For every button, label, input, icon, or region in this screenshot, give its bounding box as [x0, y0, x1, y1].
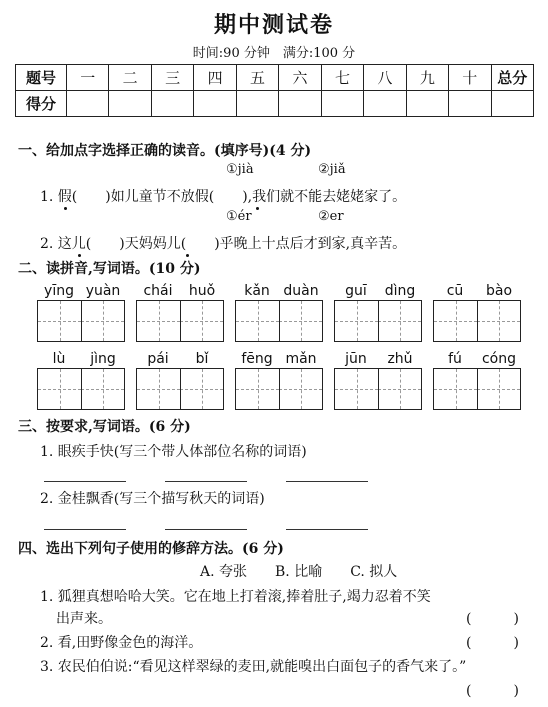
section1-q2-text: 2. 这儿( )天妈妈儿( )乎晚上十点后才到家,真辛苦。: [40, 236, 407, 252]
writing-box[interactable]: [433, 368, 521, 410]
pinyin-label: duàn: [283, 283, 319, 299]
score-row-header: 得分: [16, 91, 67, 117]
score-col: 三: [151, 65, 193, 91]
pinyin-label: yīng: [44, 283, 74, 299]
pinyin-label: bǐ: [195, 351, 209, 367]
score-col: 七: [321, 65, 363, 91]
score-col: 一: [67, 65, 109, 91]
pinyin-label: huǒ: [188, 283, 216, 299]
score-cell[interactable]: [109, 91, 151, 117]
answer-paren[interactable]: ( ): [466, 611, 519, 627]
pinyin-label: jūn: [345, 351, 367, 367]
score-col-total: 总分: [491, 65, 533, 91]
pinyin-label: guī: [345, 283, 367, 299]
pinyin-label: mǎn: [285, 351, 317, 367]
section3-q1-text: 1. 眼疾手快(写三个带人体部位名称的词语): [40, 444, 307, 460]
section1-q2-option1: ①ér: [226, 209, 252, 224]
pinyin-label: lù: [52, 351, 66, 367]
score-col: 六: [279, 65, 321, 91]
emphasis-dot: [256, 207, 259, 210]
section4-options: A. 夸张 B. 比喻 C. 拟人: [200, 564, 398, 580]
emphasis-dot: [186, 254, 189, 257]
section4-q1-text: 1. 狐狸真想哈哈大笑。它在地上打着滚,捧着肚子,竭力忍着不笑: [40, 589, 431, 605]
section4-q2-text: 2. 看,田野像金色的海洋。: [40, 635, 203, 651]
pinyin-label: zhǔ: [387, 351, 413, 367]
answer-paren[interactable]: ( ): [466, 635, 519, 651]
answer-line[interactable]: [286, 529, 368, 530]
score-cell[interactable]: [491, 91, 533, 117]
writing-box[interactable]: [37, 368, 125, 410]
pinyin-label: dìng: [384, 283, 416, 299]
writing-box[interactable]: [433, 300, 521, 342]
exam-meta: 时间:90 分钟 满分:100 分: [192, 46, 356, 61]
writing-box[interactable]: [235, 368, 323, 410]
score-col: 二: [109, 65, 151, 91]
score-col: 八: [364, 65, 406, 91]
section2-heading: 二、读拼音,写词语。(10 分): [18, 261, 201, 277]
score-cell[interactable]: [67, 91, 109, 117]
answer-line[interactable]: [44, 529, 126, 530]
section1-q1-text: 1. 假( )如儿童节不放假( ),我们就不能去姥姥家了。: [40, 189, 407, 205]
section1-q2-option2: ②er: [318, 209, 344, 224]
pinyin-label: cóng: [481, 351, 517, 367]
section3-heading: 三、按要求,写词语。(6 分): [18, 419, 191, 435]
score-cell[interactable]: [236, 91, 278, 117]
score-cell[interactable]: [321, 91, 363, 117]
section4-heading: 四、选出下列句子使用的修辞方法。(6 分): [18, 541, 284, 557]
pinyin-label: jìng: [90, 351, 116, 367]
pinyin-label: yuàn: [85, 283, 121, 299]
answer-paren[interactable]: ( ): [466, 683, 519, 699]
score-cell[interactable]: [194, 91, 236, 117]
pinyin-label: cū: [446, 283, 464, 299]
score-cell[interactable]: [364, 91, 406, 117]
writing-box[interactable]: [136, 300, 224, 342]
score-table-score-row: [16, 91, 534, 117]
writing-box[interactable]: [235, 300, 323, 342]
answer-line[interactable]: [165, 481, 247, 482]
writing-box[interactable]: [334, 300, 422, 342]
emphasis-dot: [78, 254, 81, 257]
section4-q1-text-cont: 出声来。: [56, 611, 112, 627]
writing-box[interactable]: [37, 300, 125, 342]
writing-box[interactable]: [334, 368, 422, 410]
score-cell[interactable]: [449, 91, 491, 117]
section4-q3-text: 3. 农民伯伯说:“看见这样翠绿的麦田,就能嗅出白面包子的香气来了。”: [40, 659, 467, 675]
score-table-header-row: [16, 65, 534, 91]
pinyin-label: fēng: [241, 351, 273, 367]
emphasis-dot: [64, 207, 67, 210]
section1-q1-option2: ②jiǎ: [318, 162, 346, 177]
page-title: 期中测试卷: [213, 12, 334, 38]
pinyin-label: fú: [448, 351, 462, 367]
score-col: 五: [236, 65, 278, 91]
score-cell[interactable]: [151, 91, 193, 117]
score-cell[interactable]: [406, 91, 448, 117]
score-row-header: 题号: [16, 65, 67, 91]
section3-q2-text: 2. 金桂飘香(写三个描写秋天的词语): [40, 491, 265, 507]
score-col: 四: [194, 65, 236, 91]
pinyin-label: chái: [143, 283, 173, 299]
score-col: 九: [406, 65, 448, 91]
answer-line[interactable]: [286, 481, 368, 482]
pinyin-label: bào: [485, 283, 513, 299]
score-col: 十: [449, 65, 491, 91]
answer-line[interactable]: [44, 481, 126, 482]
answer-line[interactable]: [165, 529, 247, 530]
section1-q1-option1: ①jià: [226, 162, 254, 177]
pinyin-label: pái: [147, 351, 169, 367]
score-table: [15, 64, 534, 117]
writing-box[interactable]: [136, 368, 224, 410]
pinyin-label: kǎn: [244, 283, 270, 299]
score-cell[interactable]: [279, 91, 321, 117]
section1-heading: 一、给加点字选择正确的读音。(填序号)(4 分): [18, 143, 312, 159]
